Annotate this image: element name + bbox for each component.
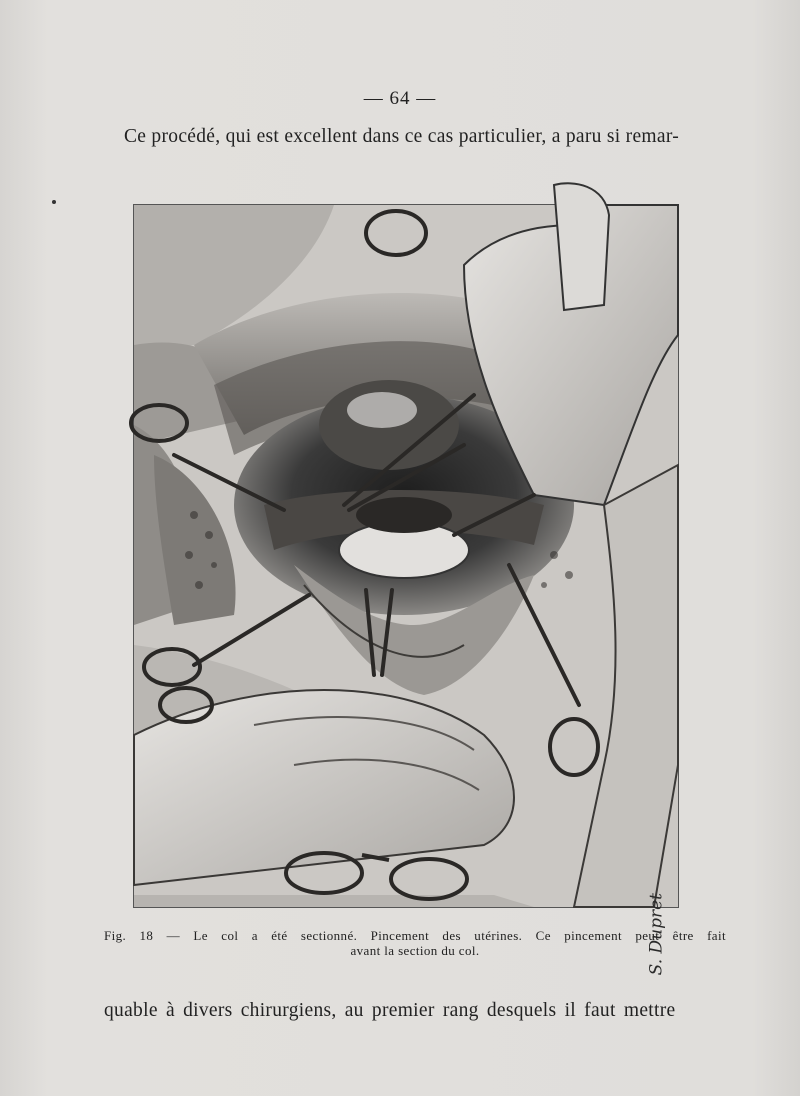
artist-signature: S. Dupret [646, 893, 666, 976]
caption-line-1: Fig. 18 — Le col a été sectionné. Pincement des utérines. Ce pincement peut être fait [104, 928, 726, 943]
body-text-bottom: quable à divers chirurgiens, au premier rang desquels il faut mettre [104, 1000, 676, 1021]
figure-caption [104, 928, 726, 958]
ink-speck [52, 200, 56, 204]
illustration-drawing [134, 205, 678, 907]
body-text-top: Ce procédé, qui est excellent dans ce cas particulier, a paru si remar- [124, 126, 680, 147]
caption-line-2: avant la section du col. [350, 943, 480, 958]
page-number: — 64 — [363, 88, 437, 109]
